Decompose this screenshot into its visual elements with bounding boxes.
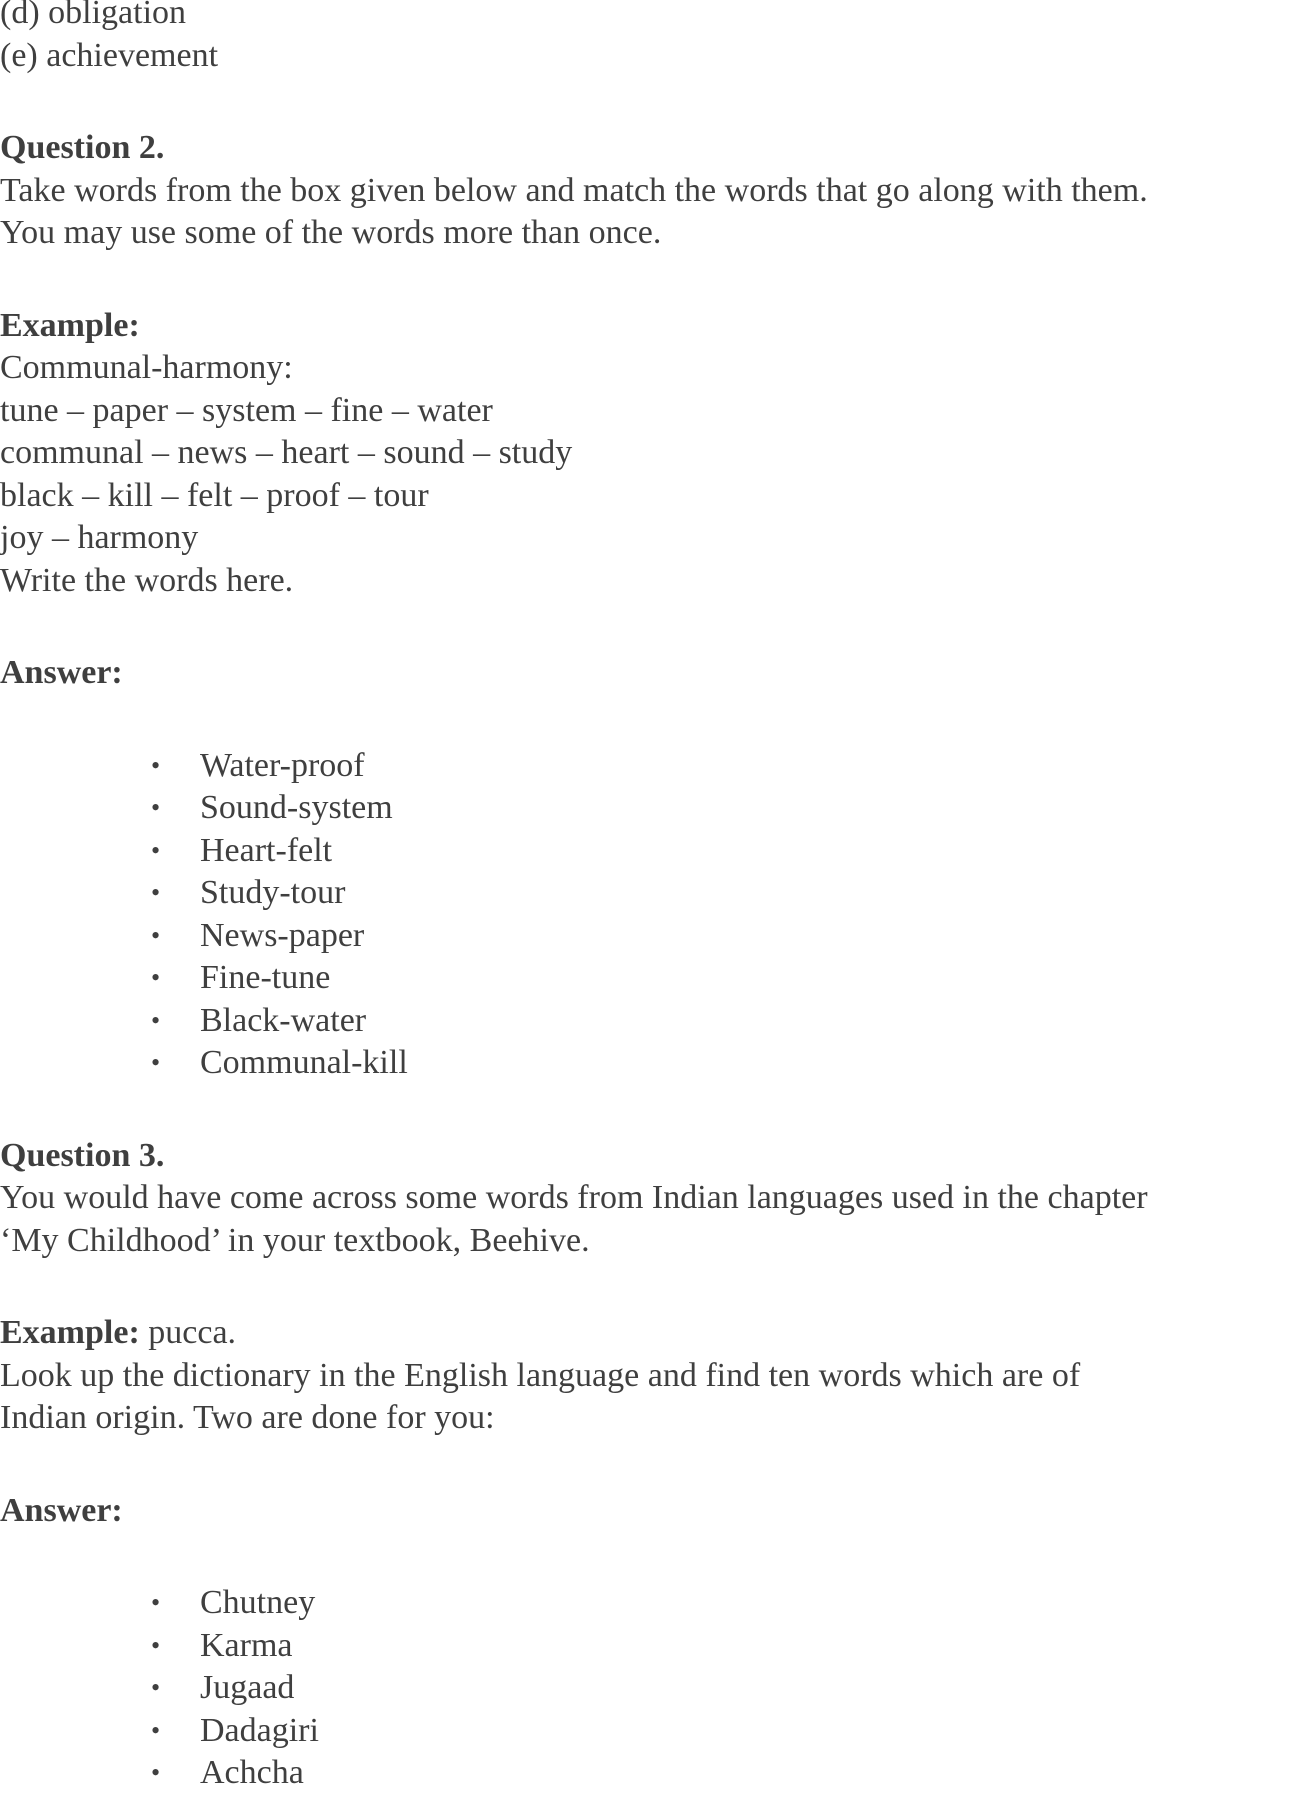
example-label: Example: [0, 1314, 140, 1351]
bullet-icon: • [151, 963, 161, 992]
list-item: • Dadagiri [0, 1710, 1293, 1753]
bullet-icon: • [151, 1048, 161, 1077]
bullet-icon: • [151, 1673, 161, 1702]
list-item: • News-paper [0, 915, 1293, 958]
bullet-icon: • [151, 1715, 161, 1745]
answer-label: Answer: [0, 1491, 123, 1529]
list-item: • Communal-kill [0, 1042, 1293, 1085]
question-3-title: Question 3. [0, 1136, 165, 1174]
bullet-icon: • [151, 878, 161, 907]
question-3-prompt: ‘My Childhood’ in your textbook, Beehive. [0, 1221, 590, 1259]
bullet-icon: • [151, 750, 161, 780]
list-item: • Jugaad [0, 1667, 1293, 1710]
example-value: pucca. [139, 1314, 237, 1351]
option-e: (e) achievement [0, 36, 219, 74]
example-line: black – kill – felt – proof – tour [0, 476, 429, 514]
bullet-icon: • [151, 1005, 161, 1035]
example-line [0, 1312, 1293, 1355]
answer-list [0, 745, 1293, 1085]
bullet-icon: • [151, 835, 161, 865]
example-label: Example: [0, 306, 140, 344]
answer-label: Answer: [0, 654, 123, 691]
example-line: communal – news – heart – sound – study [0, 434, 573, 471]
question-2-title: Question 2. [0, 129, 165, 166]
bullet-icon: • [151, 920, 161, 950]
question-3-prompt: You would have come across some words from Indian languages used in the chapter [0, 1179, 1148, 1216]
list-item: • Sound-system [0, 787, 1293, 830]
list-item: • Fine-tune [0, 957, 1293, 1000]
list-item: • Study-tour [0, 872, 1293, 915]
list-item: • Heart-felt [0, 830, 1293, 873]
question-3-instructions: Indian origin. Two are done for you: [0, 1399, 495, 1436]
answer-list [0, 1582, 1293, 1795]
question-2-prompt: Take words from the box given below and match the words that go along with them. [0, 171, 1148, 209]
example-line: joy – harmony [0, 519, 199, 556]
list-item: • Karma [0, 1625, 1293, 1668]
option-d: (d) obligation [0, 0, 187, 31]
bullet-icon: • [151, 1588, 161, 1617]
example-line: Write the words here. [0, 561, 294, 599]
bullet-icon: • [151, 1630, 161, 1660]
list-item: • Black-water [0, 1000, 1293, 1043]
question-2-prompt: You may use some of the words more than once. [0, 214, 662, 251]
example-line: tune – paper – system – fine – water [0, 391, 493, 429]
list-item: • Water-proof [0, 745, 1293, 788]
question-3-instructions: Look up the dictionary in the English language and find ten words which are of [0, 1356, 1081, 1394]
list-item: • Chutney [0, 1582, 1293, 1625]
bullet-icon: • [151, 793, 161, 822]
list-item: • Achcha [0, 1752, 1293, 1795]
bullet-icon: • [151, 1758, 161, 1787]
example-line: Communal-harmony: [0, 349, 293, 386]
